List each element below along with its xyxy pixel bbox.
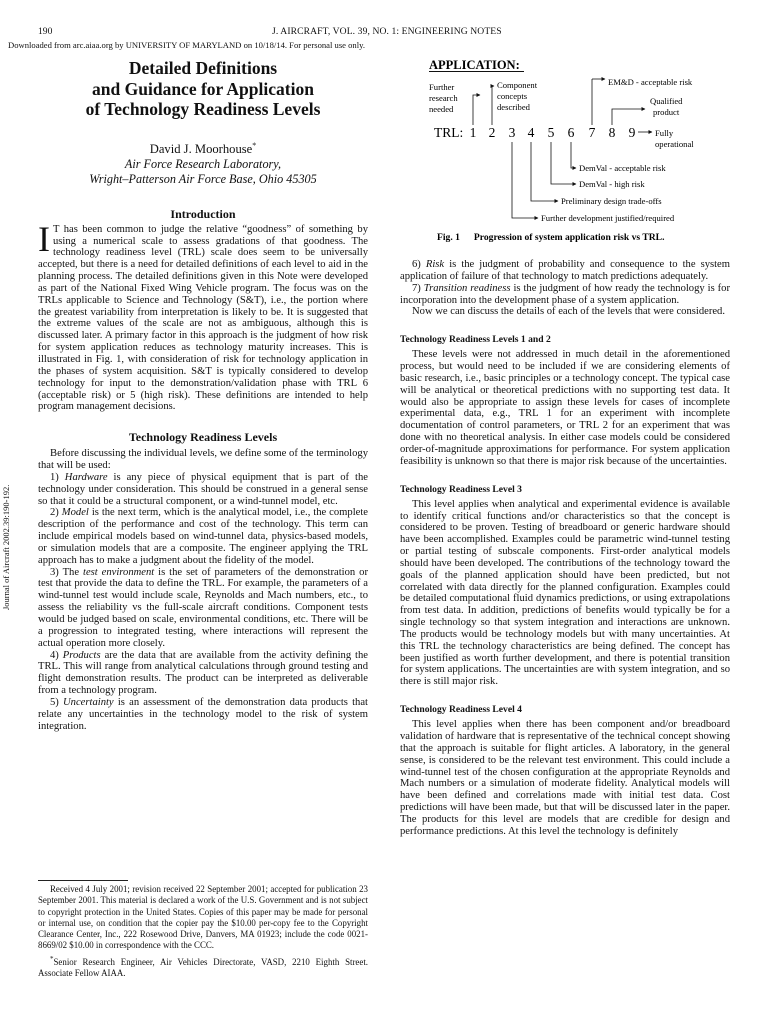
- trl-level: 8: [608, 125, 616, 140]
- intro-heading: Introduction: [170, 206, 236, 221]
- component-concepts-label: Component concepts described: [497, 80, 538, 112]
- trl-level: 4: [527, 125, 535, 140]
- trl-level: 5: [547, 125, 555, 140]
- trl-level: 1: [469, 125, 477, 140]
- journal-side-note: Journal of Aircraft 2002.39:190-192.: [1, 484, 11, 610]
- trl12-text: These levels were not addressed in much detail in the aforementioned process, but would need to be included if we are considering elements of basic research, i.e., basic principles or a technology concept. The typical case will be analytical or theoretical predictions with no supporting test data. It would also be appropriate to assign these levels for cases of incomplete experimental data, e.g., TRL 1 for an experiment with incomplete documentation of control parameters, or TRL 2 for an experiment that was done with no theoretical analysis. In either case models could be considered order-of-magnitude approximations for performance. For system application feasibility is unknown so that there is major risk because of the uncertainties.: [400, 349, 730, 467]
- intro-paragraph: I T has been common to judge the relative “goodness” of something by using a numerical scale to assess gradations of that goodness. The technology readiness level (TRL) scale does seem to be universally accepted, but there is a need for detailed definitions of each level to aid in the planning process. The detailed definitions given in this Note were developed as part of the National Fixed Wing Vehicle program. The focus was on the TRLs applicable to Science and Technology (S&T), i.e., the portion where the greatest variability from interpretation is likely to be. It is suggested that the extreme values of the scale are not as ambiguous, although this is discussed later. A primary factor in this approach is the judgment of how risk for system application reduces as technology maturity increases. This is illustrated in Fig. 1, with consideration of risk for technology application in the phases of system acquisition. S&T is typically considered to develop technology for input to the demonstration/validation phase with TRL 6 (acceptable risk) or 5 (high risk). These definitions are intended to help program management decisions.: [38, 218, 368, 413]
- arrow-trl8: [612, 109, 645, 125]
- received-note: Received 4 July 2001; revision received 22 September 2001; accepted for publication 23 September 2001. This material is declared a work of the U.S. Government and is not subject to copyright protection in the United States. Copies of this paper may be made for personal or internal use, on condition that the copier pay the $10.00 per-copy fee to the Copyright Clearance Center, Inc., 222 Rosewood Drive, Danvers, MA 01923; include the code 0021-8669/02 $10.00 in correspondence with the CCC.: [38, 884, 368, 951]
- right-column: [400, 259, 730, 838]
- trl-level: 6: [567, 125, 575, 140]
- preliminary-label: Preliminary design trade-offs: [561, 196, 662, 206]
- arrow-trl6: [571, 142, 576, 168]
- author-footnote: *Senior Research Engineer, Air Vehicles Directorate, VASD, 2210 Eighth Street. Associate Fellow AIAA.: [38, 954, 368, 979]
- journal-header: J. AIRCRAFT, VOL. 39, NO. 1: ENGINEERING NOTES: [272, 26, 502, 37]
- def-transition-readiness: 7) Transition readiness is the judgment of how ready the technology is for incorporation into the development phase of a system application.: [400, 282, 731, 306]
- trl-label: TRL:: [434, 125, 464, 140]
- def-model: 2) Model is the next term, which is the analytical model, i.e., the complete description of the performance and cost of the technology. This term can include empirical models based on wind-tunnel data, physics-based models, or simulation models that are a composite. The engineer applying the TRL approach has to make a judgment about the fidelity of the model.: [38, 507, 368, 566]
- trl12-heading: Technology Readiness Levels 1 and 2: [400, 334, 551, 346]
- footnote-rule: [38, 880, 128, 881]
- author-name: David J. Moorhouse*: [149, 140, 257, 156]
- trl3-text: This level applies when analytical and experimental evidence is available to identify critical functions and/or characteristics so that the concept is considered to be proven. Testing of breadboard or generic hardware should have been accomplished. Examples could be parametric wind-tunnel testing or partial testing of subscale components. First-order analytical models should have been developed. The contributions of the technology toward the goals of the planned application should have been predicted, but not correlated with data directly for the planned configuration. Examples could be detailed computational fluid dynamics predictions, or using extrapolations from test data. In addition, predictions of benefits would typically be for a single technology so that system integration and interactions are unknown. The products would be technology models but with many uncertainties. At this TRL the technology characteristics are being defined. The concept has been justified as worth further development, and there is potential transition for system applications. The uncertainties are with system integration, and so there is still major risk.: [400, 498, 730, 688]
- left-column: [38, 58, 368, 732]
- arrow-trl4: [531, 142, 558, 201]
- figure-caption: Fig. 1 Progression of system application risk vs TRL.: [437, 232, 665, 243]
- trl-figure: [400, 52, 740, 248]
- def-products: 4) Products are the data that are available from the activity defining the TRL. This will range from analytical calculations through ground testing and flight demonstration results. The product can be interpreted as deliverable from a technology program.: [38, 649, 368, 697]
- demval-acceptable-label: DemVal - acceptable risk: [579, 163, 666, 173]
- trl-level: 9: [628, 125, 636, 140]
- trl-level: 3: [508, 125, 516, 140]
- download-notice: Downloaded from arc.aiaa.org by UNIVERSITY OF MARYLAND on 10/18/14. For personal use only.: [8, 40, 365, 50]
- trl4-text: This level applies when there has been component and/or breadboard validation of hardware that is representative of the technical concept showing that the approach is suitable for flight articles. A laboratory, in the general sense, is considered to be the relevant test environment. This could include a wind-tunnel test of the chosen configuration at the appropriate Reynolds and Mach numbers or a simulation of moderate fidelity. Analytical models will have been defined and correlations made with initial test data. Cost predictions will have been made, but that will be discussed later in the paper. The products for this level are models that are credible for design and performance predictions. At this level the technology is definitely: [400, 719, 730, 837]
- trl-levels: [470, 125, 636, 140]
- arrow-trl5: [551, 142, 576, 184]
- drop-cap: I: [38, 218, 50, 259]
- further-research-label: Further research needed: [429, 82, 458, 114]
- trl-intro: Before discussing the individual levels, we define some of the terminology that will be used:: [38, 448, 368, 472]
- trl4-heading: Technology Readiness Level 4: [400, 704, 522, 716]
- article-title: Detailed Definitions and Guidance for Application of Technology Readiness Levels: [85, 58, 321, 119]
- arrow-trl1-2: [473, 95, 480, 125]
- def-test-environment: 3) The test environment is the set of parameters of the demonstration or test that provide the data to define the TRL. For example, the parameters of a wind-tunnel test would include scale, Reynolds and Mach numbers, etc., to assess the reliability vs the full-scale aircraft conditions. Component tests would be judged based on scale, environmental conditions, etc. There will be a progression to integrated testing, where interactions will represent the actual operation more closely.: [38, 566, 368, 649]
- trl3-heading: Technology Readiness Level 3: [400, 483, 522, 495]
- arrow-trl3-down: [512, 142, 538, 218]
- application-label: APPLICATION:: [429, 58, 520, 72]
- right-intro: Now we can discuss the details of each of the levels that were considered.: [412, 306, 725, 318]
- trl-level: 2: [488, 125, 496, 140]
- qualified-product-label: Qualified product: [650, 96, 683, 117]
- page-number: 190: [38, 26, 53, 37]
- fully-operational-label: Fully operational: [655, 128, 694, 149]
- trl-heading: Technology Readiness Levels: [128, 430, 278, 445]
- def-uncertainty: 5) Uncertainty is an assessment of the demonstration data products that relate any uncertainties in the technology model to the risk of system integration.: [38, 696, 368, 732]
- arrow-trl3: [492, 86, 494, 125]
- further-development-label: Further development justified/required: [541, 213, 675, 223]
- footnotes: [38, 884, 368, 979]
- affiliation: Air Force Research Laboratory, Wright–Patterson Air Force Base, Ohio 45305: [89, 156, 317, 186]
- emd-label: EM&D - acceptable risk: [608, 77, 693, 87]
- def-risk: 6) Risk is the judgment of probability and consequence to the system application of failure of that technology to match predictions adequately.: [400, 259, 731, 282]
- def-hardware: 1) Hardware is any piece of physical equipment that is part of the technology under consideration. This should be construed in a general sense so that it could be a structural component, or a wind-tunnel model, etc.: [38, 471, 368, 507]
- trl-level: 7: [588, 125, 596, 140]
- demval-high-label: DemVal - high risk: [579, 179, 645, 189]
